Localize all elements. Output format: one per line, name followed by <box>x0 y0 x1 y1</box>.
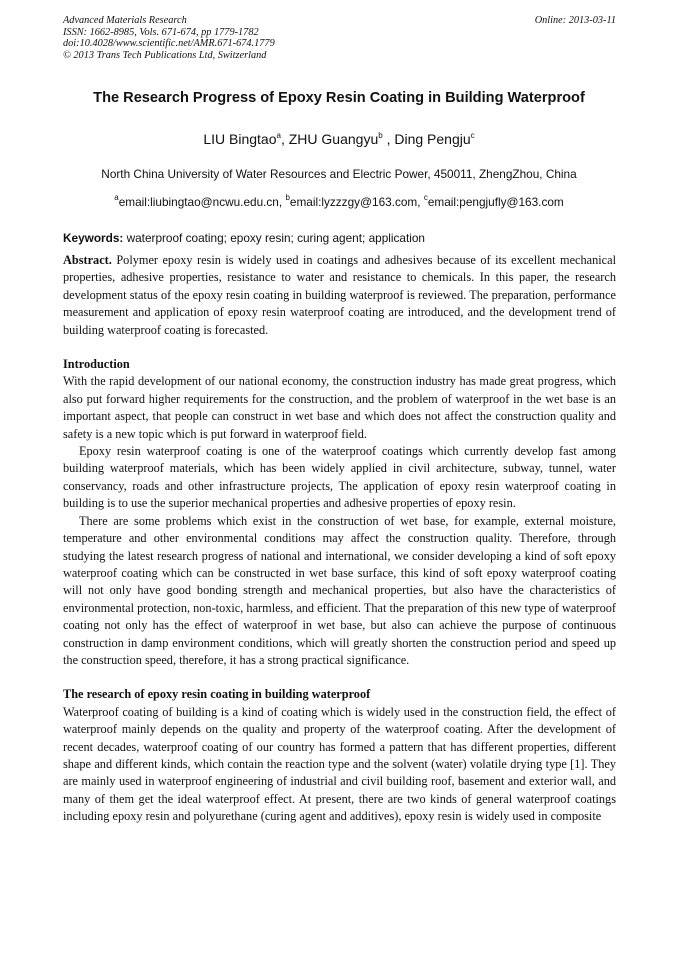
section-heading-research: The research of epoxy resin coating in building waterproof <box>63 687 371 702</box>
affiliation: North China University of Water Resources and Electric Power, 450011, ZhengZhou, China <box>101 167 577 181</box>
paper-title: The Research Progress of Epoxy Resin Coating in Building Waterproof <box>93 90 585 106</box>
copyright-line: © 2013 Trans Tech Publications Ltd, Switzerland <box>63 49 267 61</box>
email-mark: c <box>423 193 428 202</box>
keywords <box>63 231 616 245</box>
email-address: email:liubingtao@ncwu.edu.cn <box>118 195 279 209</box>
doi-line: doi:10.4028/www.scientific.net/AMR.671-674.1779 <box>63 38 275 50</box>
keywords-label: Keywords: <box>63 231 124 245</box>
paragraph: Waterproof coating of building is a kind of coating which is widely used in the construction field, the effect of waterproof mainly depends on the quality and property of the waterproof coating. After the development of recent decades, waterproof coating of our country has formed a pattern that has different properties, different shape and different kinds, which contain the reaction type and the solvent (water) volatile drying type [1]. They are mainly used in waterproof engineering of industrial and civil building roof, basement and exterior wall, and many of them get the ideal waterproof effect. At present, there are two kinds of general waterproof coatings including epoxy resin and polyurethane (curing agent and additives), epoxy resin is widely used in composite <box>63 704 616 824</box>
paragraph: Epoxy resin waterproof coating is one of the waterproof coatings which currently develop fast among building waterproof materials, which has been widely applied in civil architecture, subway, tunnel, water conservancy, roads and other infrastructure projects, The application of epoxy resin waterproof coating in building is to use the superior mechanical properties and adhesive properties of epoxy resin. <box>63 444 616 511</box>
online-date: Online: 2013-03-11 <box>534 15 616 26</box>
section-heading-introduction: Introduction <box>63 357 130 372</box>
author-list: LIU Bingtao$^a$, ZHU Guangyu$^b$ , Ding Pengju$^c$ <box>203 131 475 147</box>
journal-name: Advanced Materials Research <box>63 15 187 26</box>
paragraph: There are some problems which exist in the construction of wet base, for example, external moisture, temperature and other environmental conditions may affect the construction quality. Therefore, through studying the latest research progress of national and international, we consider developing a kind of soft epoxy waterproof coating which can be constructed in wet base surface, this kind of soft epoxy waterproof coating will not only have good bonding strength and mechanical properties, but also have the characteristics of environmental protection, non-toxic, harmless, and efficient. That the preparation of this new type of waterproof coating not only has the effect of waterproof in wet base, but also can achieve the purpose of continuous construction in damp environment conditions, which will greatly shorten the construction period and speed up the construction speed, therefore, it has a strong practical significance. <box>63 513 616 667</box>
email-list: $^a$email:liubingtao@ncwu.edu.cn, $^b$email:lyzzzgy@163.com, $^c$email:pengjufly@163.com <box>114 193 564 209</box>
author-affil-mark: a <box>276 131 281 140</box>
abstract <box>63 252 616 339</box>
author-name: Ding Pengju <box>394 131 471 147</box>
author-name: ZHU Guangyu <box>288 131 379 147</box>
author-affil-mark: b <box>378 131 383 140</box>
email-address: email:pengjufly@163.com <box>427 195 564 209</box>
abstract-label: Abstract. <box>63 253 112 267</box>
author-name: LIU Bingtao <box>203 131 277 147</box>
abstract-text: Polymer epoxy resin is widely used in coatings and adhesives because of its excellent mechanical properties, adhesive properties, resistance to water and resistance to chemicals. In this paper, the research development status of the epoxy resin coating in building waterproof is reviewed. The preparation, performance measurement and application of epoxy resin waterproof coating are introduced, and the development trend of building waterproof coating is forecasted. <box>63 253 617 337</box>
email-mark: b <box>285 193 290 202</box>
paper-body <box>63 252 616 826</box>
keywords-text: waterproof coating; epoxy resin; curing agent; application <box>126 231 425 245</box>
email-mark: a <box>114 193 119 202</box>
issn-line: ISSN: 1662-8985, Vols. 671-674, pp 1779-1782 <box>63 26 259 38</box>
author-affil-mark: c <box>470 131 475 140</box>
email-address: email:lyzzzgy@163.com <box>289 195 418 209</box>
paragraph: With the rapid development of our national economy, the construction industry has made great progress, which also put forward higher requirements for the construction, and the problem of waterproof in the wet base is an important aspect, that people can construct in wet base and which does not affect the construction quality and safety is a new topic which is put forward in waterproof field. <box>63 374 616 441</box>
running-header <box>63 15 616 61</box>
